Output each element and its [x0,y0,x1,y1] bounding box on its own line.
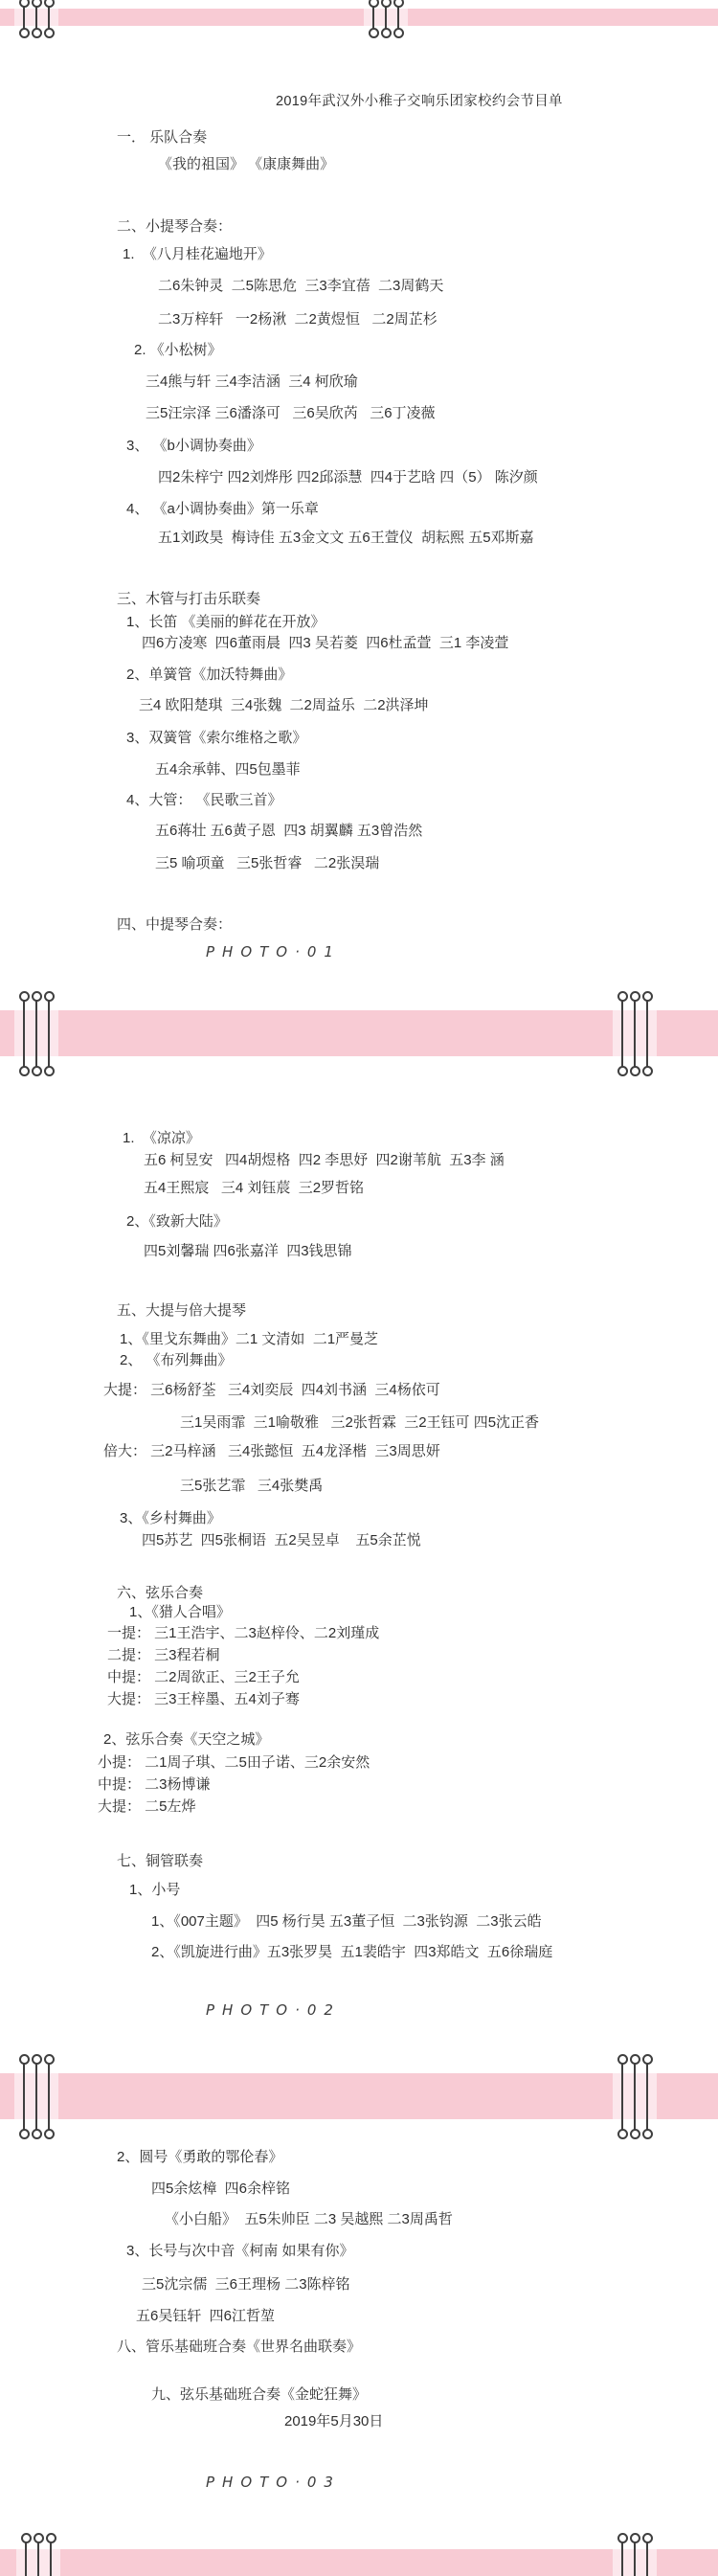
program-line: 1、《007主题》 四5 杨行昊 五3董子恒 二3张钧源 二3张云皓 [151,1913,542,1930]
program-line: 1. 《八月桂花遍地开》 [123,246,272,262]
program-line: 《小白船》 五5朱帅臣 二3 吴越熙 二3周禹哲 [165,2211,453,2227]
tape-pin-cap-icon [369,28,379,38]
tape-pin-cap-icon [19,28,30,38]
section-heading: 五、大提与倍大提琴 [117,1302,247,1319]
tape-pin-icon [621,996,623,1071]
tape-pin-cap-icon [32,991,42,1002]
section-heading: 六、弦乐合奏 [117,1585,204,1601]
tape-pin-icon [23,996,25,1071]
program-line: 小提： 二1周子琪、二5田子诺、三2余安然 [98,1754,370,1771]
tape-pin-cap-icon [617,1066,628,1076]
tape-pin-cap-icon [32,2054,42,2065]
tape-pin-icon [50,2538,52,2576]
tape-pin-icon [621,2538,623,2576]
program-line: 二提： 三3程若桐 [107,1647,220,1663]
tape-pin-cap-icon [19,2129,30,2139]
photo-label-02: PHOTO·02 [206,2001,341,2019]
program-line: 中提： 二3杨博谦 [98,1776,211,1793]
program-line: 《我的祖国》 《康康舞曲》 [158,156,335,172]
section-heading: 九、弦乐基础班合奏《金蛇狂舞》 [151,2386,368,2403]
tape-pin-cap-icon [617,2054,628,2065]
tape-pin-icon [621,2059,623,2134]
tape-pin-cap-icon [44,2129,55,2139]
tape-pin-icon [35,996,37,1071]
program-line: 2、圆号《勇敢的鄂伦春》 [117,2149,283,2165]
program-line: 2、 《布列舞曲》 [120,1352,233,1368]
tape-pin-cap-icon [642,2129,653,2139]
tape-pin-icon [634,996,636,1071]
tape-pin-cap-icon [630,1066,640,1076]
program-line: 二6朱钟灵 二5陈思危 三3李宜蓓 二3周鹤天 [158,278,444,294]
program-line: 3、《乡村舞曲》 [120,1510,221,1526]
section-heading: 一． 乐队合奏 [117,129,208,146]
tape-pin-cap-icon [19,1066,30,1076]
program-line: 1、《猎人合唱》 [129,1604,231,1620]
tape-pin-cap-icon [32,28,42,38]
program-line: 三4 欧阳楚琪 三4张魏 二2周益乐 二2洪泽坤 [139,697,429,713]
program-line: 五6蒋壮 五6黄子恩 四3 胡翼麟 五3曾浩然 [155,823,423,839]
tape-pin-cap-icon [44,1066,55,1076]
tape-pin-cap-icon [381,0,392,8]
program-line: 二3万梓轩 一2杨湫 二2黄煜恒 二2周芷杉 [158,311,438,328]
program-line: 1、《里戈东舞曲》二1 文清如 二1严曼芝 [120,1331,379,1347]
program-line: 一提： 三1王浩宇、二3赵梓伶、二2刘瑾成 [107,1625,380,1641]
tape-pin-cap-icon [381,28,392,38]
tape-pin-icon [48,996,50,1071]
program-line: 五6吴钰轩 四6江哲堃 [136,2308,276,2324]
tape-pin-cap-icon [32,2129,42,2139]
program-line: 四6方凌寒 四6董雨晨 四3 吴若菱 四6杜孟萱 三1 李凌萱 [142,635,509,651]
tape-pin-cap-icon [642,1066,653,1076]
tape-pin-cap-icon [642,2533,653,2543]
tape-pin-cap-icon [32,1066,42,1076]
program-line: 3、双簧管《索尔维格之歌》 [126,730,307,746]
program-line: 四5余炫樟 四6余梓铭 [151,2181,291,2197]
program-line: 倍大： 三2马梓涵 三4张懿恒 五4龙泽楷 三3周思妍 [103,1443,440,1459]
tape-pin-cap-icon [630,2533,640,2543]
document-title: 2019年武汉外小稚子交响乐团家校约会节目单 [276,94,563,109]
tape-pin-cap-icon [44,991,55,1002]
program-line: 大提： 三3王梓墨、五4刘子骞 [107,1691,300,1707]
program-line: 三5张艺霏 三4张樊禹 [180,1478,324,1494]
photo-label-03: PHOTO·03 [206,2474,341,2491]
program-line: 四5苏艺 四5张桐语 五2吴昱卓 五5余芷悦 [142,1532,421,1548]
program-line: 2、《致新大陆》 [126,1213,228,1230]
program-line: 五6 柯昱安 四4胡煜格 四2 李思妤 四2谢苇航 五3李 涵 [144,1152,505,1168]
program-line: 2、单簧管《加沃特舞曲》 [126,667,293,683]
program-line: 四2朱梓宁 四2刘烨彤 四2邱添慧 四4于艺晗 四（5） 陈汐颜 [158,469,538,486]
washi-tape-band [0,1010,718,1056]
program-line: 三5沈宗儒 三6王理杨 二3陈梓铭 [142,2276,350,2293]
program-line: 五4余承韩、四5包墨菲 [155,761,301,778]
washi-tape-band [0,2549,718,2576]
washi-tape-band [0,9,718,26]
tape-pin-cap-icon [630,2129,640,2139]
section-heading: 三、木管与打击乐联奏 [117,591,261,607]
tape-pin-icon [37,2538,39,2576]
tape-pin-icon [634,2538,636,2576]
tape-pin-icon [35,2059,37,2134]
section-heading: 八、管乐基础班合奏《世界名曲联奏》 [117,2339,362,2355]
program-line: 三5汪宗泽 三6潘涤可 三6吴欣芮 三6丁凌薇 [146,405,436,421]
program-line: 3、长号与次中音《柯南 如果有你》 [126,2243,354,2259]
tape-pin-cap-icon [617,2129,628,2139]
tape-pin-icon [634,2059,636,2134]
program-line: 3、 《b小调协奏曲》 [126,438,261,454]
section-heading: 七、铜管联奏 [117,1853,204,1869]
tape-pin-icon [23,2059,25,2134]
program-line: 大提： 三6杨舒荃 三4刘奕辰 四4刘书涵 三4杨依可 [103,1382,440,1398]
program-line: 四5刘馨瑞 四6张嘉洋 四3钱思锦 [144,1243,352,1259]
program-line: 4、大管： 《民歌三首》 [126,792,282,808]
tape-pin-cap-icon [642,2054,653,2065]
tape-pin-cap-icon [617,991,628,1002]
tape-pin-cap-icon [44,2054,55,2065]
tape-pin-icon [646,2059,648,2134]
tape-pin-cap-icon [46,2533,56,2543]
program-line: 五4王熙宸 三4 刘钰莀 三2罗哲铭 [144,1180,365,1196]
program-line: 4、 《a小调协奏曲》第一乐章 [126,501,319,517]
photo-label-01: PHOTO·01 [206,943,341,960]
tape-pin-cap-icon [369,0,379,8]
tape-pin-cap-icon [642,991,653,1002]
program-line: 三5 喻项童 三5张哲睿 二2张淏瑞 [155,855,380,871]
tape-pin-cap-icon [19,2054,30,2065]
tape-pin-cap-icon [19,0,30,8]
tape-pin-cap-icon [393,0,404,8]
tape-pin-cap-icon [21,2533,32,2543]
program-line: 中提： 二2周欲正、三2王子允 [107,1669,300,1685]
washi-tape-band [0,2073,718,2119]
tape-pin-icon [646,2538,648,2576]
program-line: 1、长笛 《美丽的鲜花在开放》 [126,614,325,630]
tape-pin-cap-icon [44,0,55,8]
program-line: 三1吴雨霏 三1喻敬雅 三2张哲霖 三2王钰可 四5沈正香 [180,1414,540,1431]
program-line: 五1刘政昊 梅诗佳 五3金文文 五6王萱仪 胡耘熙 五5邓斯嘉 [158,530,534,546]
program-line: 2、《凯旋进行曲》五3张罗昊 五1裴皓宇 四3郑皓文 五6徐瑞庭 [151,1944,553,1960]
tape-pin-cap-icon [630,2054,640,2065]
program-line: 1、小号 [129,1882,181,1898]
tape-pin-icon [25,2538,27,2576]
tape-pin-cap-icon [34,2533,44,2543]
tape-pin-cap-icon [617,2533,628,2543]
tape-pin-cap-icon [630,991,640,1002]
section-heading: 四、中提琴合奏： [117,916,233,933]
document-date: 2019年5月30日 [284,2413,384,2429]
tape-pin-cap-icon [44,28,55,38]
program-line: 1. 《凉凉》 [123,1130,200,1146]
tape-pin-icon [646,996,648,1071]
program-line: 2、弦乐合奏《天空之城》 [103,1731,270,1748]
program-line: 三4熊与轩 三4李洁涵 三4 柯欣瑜 [146,373,358,390]
tape-pin-cap-icon [393,28,404,38]
tape-pin-cap-icon [32,0,42,8]
program-line: 大提： 二5左烨 [98,1798,196,1815]
program-line: 2. 《小松树》 [134,342,222,358]
tape-pin-icon [48,2059,50,2134]
tape-pin-cap-icon [19,991,30,1002]
section-heading: 二、小提琴合奏： [117,218,233,235]
